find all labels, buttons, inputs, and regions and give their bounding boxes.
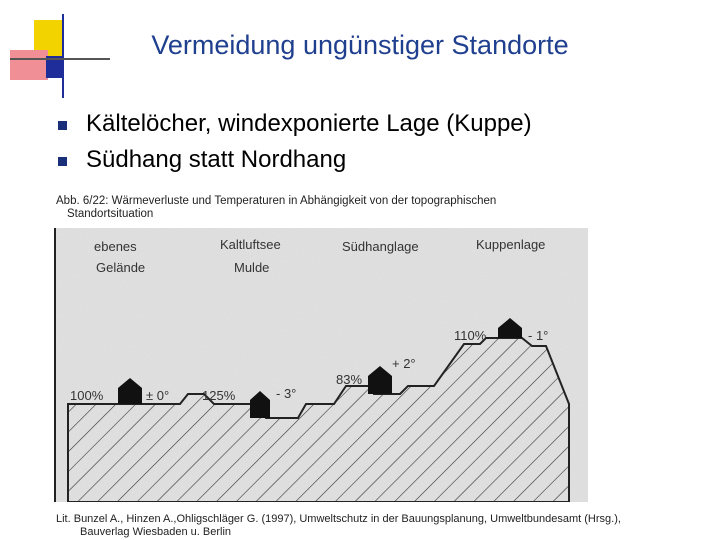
caption-line-2: Standortsituation <box>67 208 154 220</box>
loss-value-hilltop: 110% <box>454 328 487 343</box>
bullet-item <box>58 106 532 142</box>
header-south-slope: Südhanglage <box>342 239 419 254</box>
figure-caption <box>56 195 676 221</box>
loss-value-hollow: 125% <box>202 388 236 403</box>
reference-line-1: Lit. Bunzel A., Hinzen A.,Ohligschläger G. (1997), Umweltschutz in der Bauungsplanung, Umweltbundesamt (Hrsg.), <box>56 513 621 525</box>
caption-line-1: Abb. 6/22: Wärmeverluste und Temperaturen in Abhängigkeit von der topographischen <box>56 195 497 207</box>
slide-title: Vermeidung ungünstiger Standorte <box>151 30 569 60</box>
loss-value-south-slope: 83% <box>336 372 363 387</box>
header-flat-terrain: ebenes <box>94 239 137 254</box>
bullet-square-icon <box>58 157 67 166</box>
header-cold-air-pool-line2: Mulde <box>234 260 270 275</box>
header-hilltop: Kuppenlage <box>476 237 546 252</box>
reference-line-2: Bauverlag Wiesbaden u. Berlin <box>80 526 232 538</box>
temp-value-hollow: - 3° <box>276 386 297 401</box>
header-flat-terrain-line2: Gelände <box>96 260 146 275</box>
header-cold-air-pool: Kaltluftsee <box>220 237 281 252</box>
topography-diagram <box>54 228 588 502</box>
temp-value-south-slope: + 2° <box>392 356 416 371</box>
bullet-square-icon <box>58 121 67 130</box>
bullet-text: Südhang statt Nordhang <box>86 146 347 173</box>
literature-reference <box>56 513 716 539</box>
bullet-text: Kältelöcher, windexponierte Lage (Kuppe) <box>86 110 532 137</box>
bullet-item <box>58 142 532 178</box>
temp-value-hilltop: - 1° <box>528 328 549 343</box>
topography-figure <box>54 228 588 502</box>
loss-value-flat: 100% <box>70 388 104 403</box>
temp-value-flat: ± 0° <box>146 388 170 403</box>
bullet-list <box>58 106 532 178</box>
